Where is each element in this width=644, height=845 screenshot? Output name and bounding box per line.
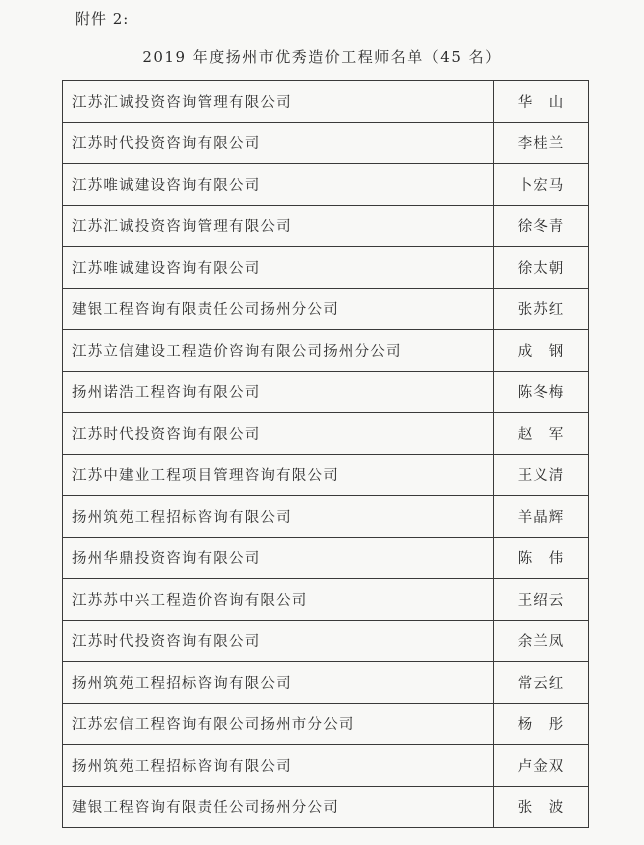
name-cell: 张 波 xyxy=(494,786,589,828)
name-cell: 李桂兰 xyxy=(494,122,589,164)
company-cell: 扬州华鼎投资咨询有限公司 xyxy=(63,537,494,579)
name-cell: 卢金双 xyxy=(494,745,589,787)
table-row xyxy=(63,745,589,787)
company-cell: 建银工程咨询有限责任公司扬州分公司 xyxy=(63,786,494,828)
company-cell: 江苏立信建设工程造价咨询有限公司扬州分公司 xyxy=(63,330,494,372)
table-row xyxy=(63,247,589,289)
table-row xyxy=(63,164,589,206)
company-cell: 建银工程咨询有限责任公司扬州分公司 xyxy=(63,288,494,330)
name-cell: 徐冬青 xyxy=(494,205,589,247)
company-cell: 扬州筑苑工程招标咨询有限公司 xyxy=(63,745,494,787)
name-cell: 王义清 xyxy=(494,454,589,496)
company-cell: 江苏唯诚建设咨询有限公司 xyxy=(63,247,494,289)
company-cell: 扬州诺浩工程咨询有限公司 xyxy=(63,371,494,413)
name-cell: 羊晶辉 xyxy=(494,496,589,538)
table-row xyxy=(63,205,589,247)
company-cell: 江苏宏信工程咨询有限公司扬州市分公司 xyxy=(63,703,494,745)
company-cell: 扬州筑苑工程招标咨询有限公司 xyxy=(63,662,494,704)
name-cell: 华 山 xyxy=(494,81,589,123)
company-cell: 江苏苏中兴工程造价咨询有限公司 xyxy=(63,579,494,621)
name-cell: 常云红 xyxy=(494,662,589,704)
table-row xyxy=(63,122,589,164)
table-row xyxy=(63,371,589,413)
table-row xyxy=(63,662,589,704)
name-cell: 余兰凤 xyxy=(494,620,589,662)
company-cell: 江苏汇诚投资咨询管理有限公司 xyxy=(63,81,494,123)
table-row xyxy=(63,537,589,579)
table-row xyxy=(63,786,589,828)
table-row xyxy=(63,579,589,621)
table-row xyxy=(63,620,589,662)
table-row xyxy=(63,81,589,123)
company-cell: 江苏时代投资咨询有限公司 xyxy=(63,413,494,455)
document-title: 2019 年度扬州市优秀造价工程师名单（45 名） xyxy=(142,48,502,66)
name-cell: 徐太朝 xyxy=(494,247,589,289)
name-cell: 王绍云 xyxy=(494,579,589,621)
company-cell: 江苏时代投资咨询有限公司 xyxy=(63,122,494,164)
name-cell: 张苏红 xyxy=(494,288,589,330)
name-cell: 陈冬梅 xyxy=(494,371,589,413)
name-cell: 赵 军 xyxy=(494,413,589,455)
table-row xyxy=(63,454,589,496)
company-cell: 江苏时代投资咨询有限公司 xyxy=(63,620,494,662)
name-cell: 陈 伟 xyxy=(494,537,589,579)
company-cell: 江苏中建业工程项目管理咨询有限公司 xyxy=(63,454,494,496)
table-row xyxy=(63,413,589,455)
name-cell: 成 钢 xyxy=(494,330,589,372)
name-cell: 杨 彤 xyxy=(494,703,589,745)
table-row xyxy=(63,703,589,745)
company-cell: 江苏汇诚投资咨询管理有限公司 xyxy=(63,205,494,247)
company-cell: 江苏唯诚建设咨询有限公司 xyxy=(63,164,494,206)
table-row xyxy=(63,330,589,372)
name-cell: 卜宏马 xyxy=(494,164,589,206)
company-cell: 扬州筑苑工程招标咨询有限公司 xyxy=(63,496,494,538)
engineer-list-table xyxy=(62,80,589,828)
attachment-label: 附件 2: xyxy=(75,10,130,28)
table-row xyxy=(63,496,589,538)
table-row xyxy=(63,288,589,330)
